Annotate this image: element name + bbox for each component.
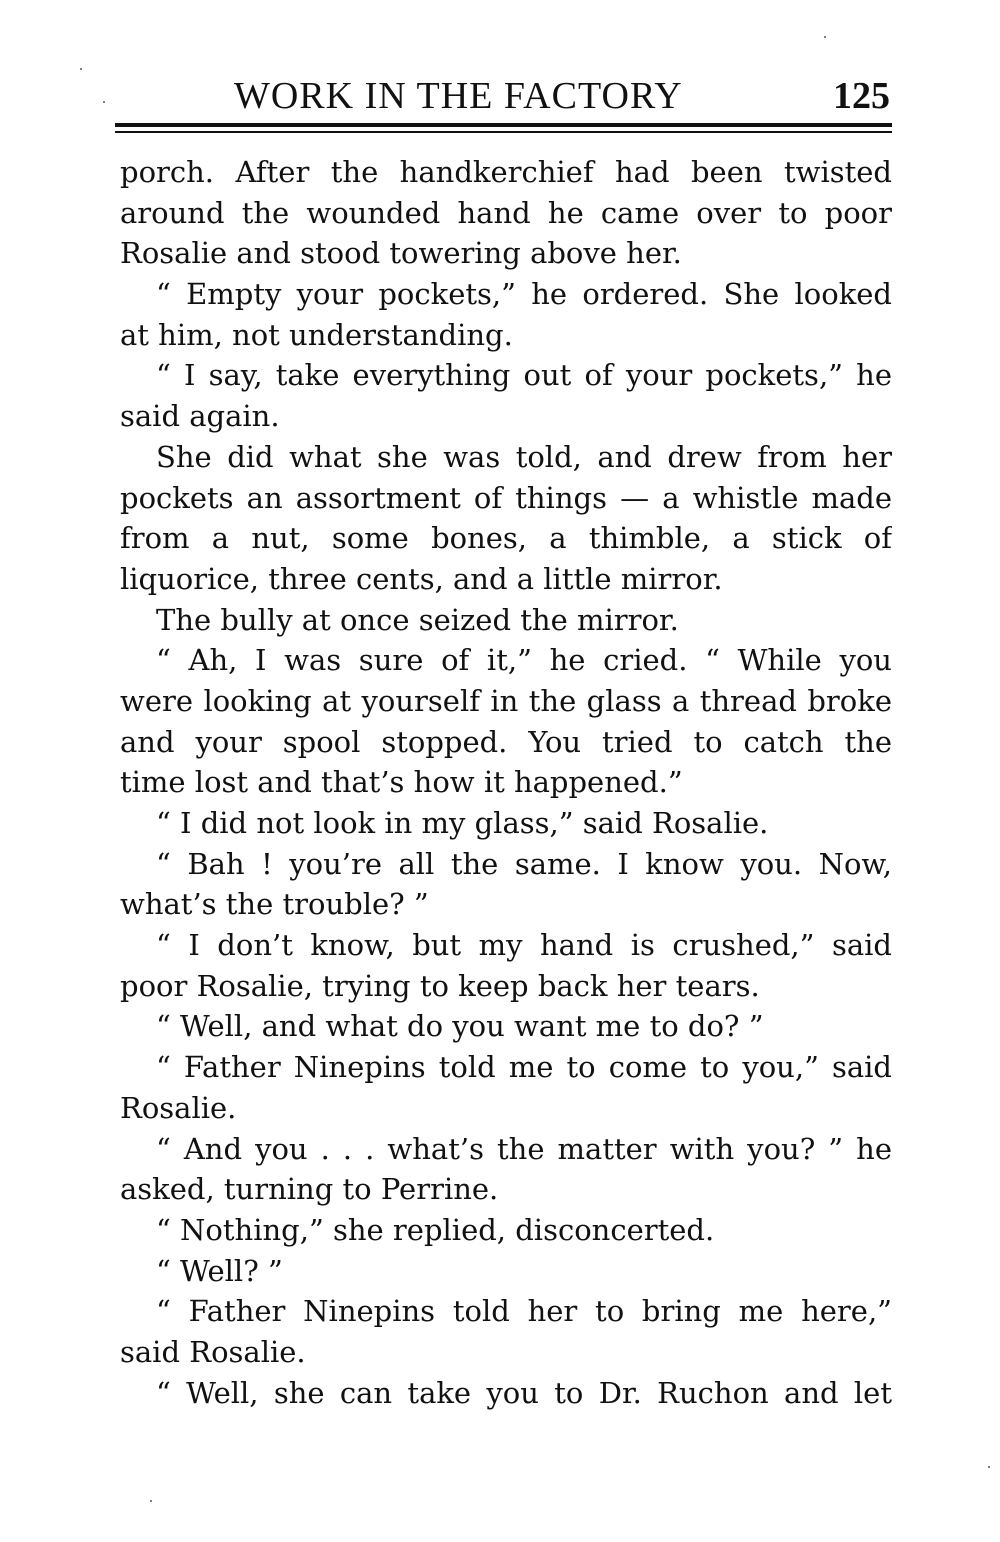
text-line: “ Well, and what do you want me to do? ” <box>156 1009 764 1044</box>
scan-speck <box>80 68 82 70</box>
page-number: 125 <box>833 75 890 117</box>
text-line: pockets an assortment of things — a whistle made <box>120 480 892 515</box>
text-line: “ I say, take everything out of your pockets,” he <box>156 358 892 393</box>
text-line: “ Ah, I was sure of it,” he cried. “ While you <box>156 643 892 678</box>
text-line: “ Father Ninepins told her to bring me here,” <box>156 1294 892 1329</box>
text-line: around the wounded hand he came over to poor <box>120 195 892 230</box>
scan-speck <box>103 101 105 103</box>
text-line: Rosalie. <box>120 1090 237 1125</box>
text-line: “ Well? ” <box>156 1253 283 1288</box>
text-line: were looking at yourself in the glass a thread broke <box>120 683 892 718</box>
text-line: “ Bah ! you’re all the same. I know you. Now, <box>156 846 892 881</box>
body-text <box>120 152 892 1413</box>
text-line: time lost and that’s how it happened.” <box>120 765 683 800</box>
header-rule-thick <box>115 123 892 127</box>
text-line: The bully at once seized the mirror. <box>156 602 679 637</box>
text-line: said Rosalie. <box>120 1334 306 1369</box>
text-line: liquorice, three cents, and a little mirror. <box>120 561 723 596</box>
text-line: asked, turning to Perrine. <box>120 1172 499 1207</box>
text-line: from a nut, some bones, a thimble, a stick of <box>120 521 892 556</box>
text-line: Rosalie and stood towering above her. <box>120 236 682 271</box>
text-line: “ Father Ninepins told me to come to you,” said <box>156 1050 892 1085</box>
running-title: WORK IN THE FACTORY <box>234 75 683 117</box>
text-line: “ Empty your pockets,” he ordered. She looked <box>156 277 892 312</box>
text-line: what’s the trouble? ” <box>120 887 429 922</box>
text-line: “ Nothing,” she replied, disconcerted. <box>156 1212 715 1247</box>
text-line: “ I don’t know, but my hand is crushed,” said <box>156 928 892 963</box>
header-rule-thin <box>115 131 892 133</box>
scan-speck <box>988 1466 990 1468</box>
text-line: and your spool stopped. You tried to catch the <box>120 724 892 759</box>
running-head <box>120 74 890 120</box>
text-line: “ I did not look in my glass,” said Rosalie. <box>156 806 769 840</box>
scan-speck <box>150 1500 152 1502</box>
scan-speck <box>824 36 826 38</box>
text-line: She did what she was told, and drew from her <box>156 439 892 474</box>
text-line: “ And you . . . what’s the matter with you? ” he <box>156 1131 892 1166</box>
text-line: at him, not understanding. <box>120 317 513 352</box>
text-line: porch. After the handkerchief had been twisted <box>120 155 892 189</box>
text-line: “ Well, she can take you to Dr. Ruchon and let <box>156 1375 892 1410</box>
text-line: poor Rosalie, trying to keep back her tears. <box>120 968 760 1003</box>
text-line: said again. <box>120 399 280 434</box>
